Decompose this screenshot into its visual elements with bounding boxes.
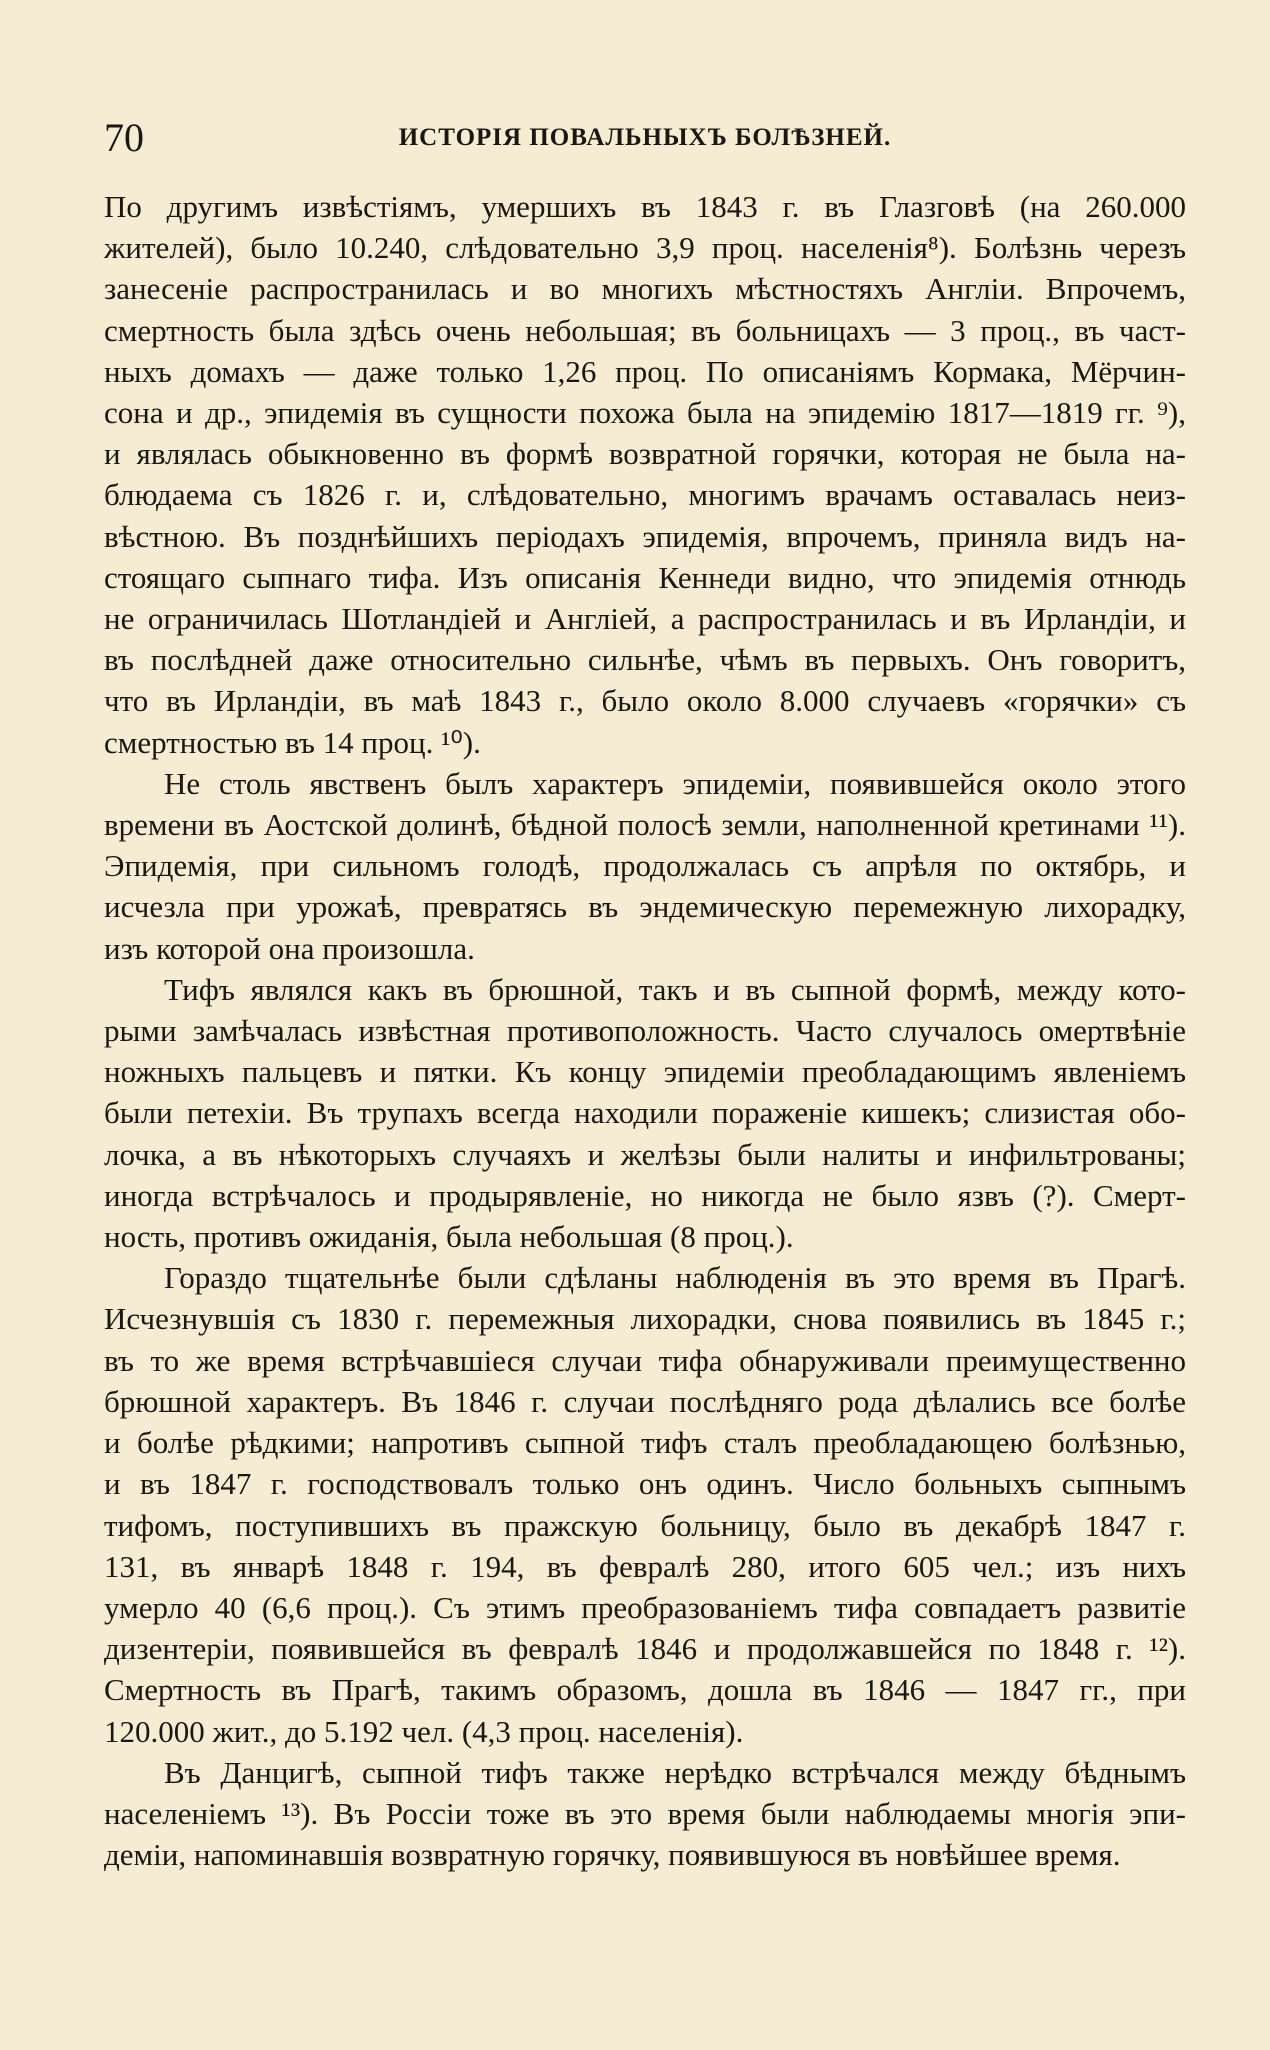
body-text: [104, 186, 1186, 1875]
text-line: въ послѣдней даже относительно сильнѣе, чѣмъ въ первыхъ. Онъ говоритъ,: [104, 642, 1186, 678]
text-line: По другимъ извѣстіямъ, умершихъ въ 1843 г. въ Глазговѣ (на 260.000: [104, 189, 1186, 224]
text-line: Смертность въ Прагѣ, такимъ образомъ, дошла въ 1846 — 1847 гг., при: [104, 1672, 1186, 1708]
text-line: Въ Данцигѣ, сыпной тифъ также нерѣдко встрѣчался между бѣднымъ: [164, 1754, 1186, 1790]
text-line: тифомъ, поступившихъ въ пражскую больницу, было въ декабрѣ 1847 г.: [104, 1507, 1186, 1543]
paragraph-3: [104, 969, 1186, 1257]
text-line: деміи, напоминавшія возвратную горячку, появившуюся въ новѣйшее время.: [104, 1837, 1121, 1873]
text-line: изъ которой она произошла.: [104, 930, 475, 966]
page-number: 70: [104, 115, 144, 160]
running-head: [104, 112, 1186, 164]
text-line: Гораздо тщательнѣе были сдѣланы наблюденія въ это время въ Прагѣ.: [164, 1260, 1186, 1296]
text-line: и въ 1847 г. господствовалъ только онъ одинъ. Число больныхъ сыпнымъ: [104, 1466, 1186, 1502]
text-line: сона и др., эпидемія въ сущности похожа была на эпидемію 1817—1819 гг. ⁹),: [104, 395, 1186, 431]
text-line: и являлась обыкновенно въ формѣ возвратной горячки, которая не была на-: [104, 436, 1186, 472]
text-line: иногда встрѣчалось и продырявленіе, но никогда не было язвъ (?). Смерт-: [104, 1177, 1186, 1213]
text-line: лочка, а въ нѣкоторыхъ случаяхъ и желѣзы были налиты и инфильтрованы;: [104, 1136, 1186, 1172]
running-title: ИСТОРІЯ ПОВАЛЬНЫХЪ БОЛѢЗНЕЙ.: [398, 124, 892, 151]
text-line: Эпидемія, при сильномъ голодѣ, продолжалась съ апрѣля по октябрь, и: [104, 848, 1186, 884]
text-line: Исчезнувшія съ 1830 г. перемежныя лихорадки, снова появились въ 1845 г.;: [104, 1301, 1186, 1337]
text-line: Тифъ являлся какъ въ брюшной, такъ и въ сыпной формѣ, между кото-: [164, 971, 1186, 1007]
text-line: 131, въ январѣ 1848 г. 194, въ февралѣ 280, итого 605 чел.; изъ нихъ: [104, 1548, 1186, 1584]
text-line: ность, противъ ожиданія, была небольшая (8 проц.).: [104, 1219, 794, 1255]
text-line: умерло 40 (6,6 проц.). Съ этимъ преобразованіемъ тифа совпадаетъ развитіе: [104, 1589, 1186, 1625]
text-line: ножныхъ пальцевъ и пятки. Къ концу эпидеміи преобладающимъ явленіемъ: [104, 1054, 1186, 1090]
text-line: въ то же время встрѣчавшіеся случаи тифа обнаруживали преимущественно: [104, 1342, 1186, 1378]
text-line: дизентеріи, появившейся въ февралѣ 1846 и продолжавшейся по 1848 г. ¹²).: [104, 1631, 1186, 1667]
text-line: и болѣе рѣдкими; напротивъ сыпной тифъ сталъ преобладающею болѣзнью,: [104, 1425, 1186, 1461]
text-line: блюдаема съ 1826 г. и, слѣдовательно, многимъ врачамъ оставалась неиз-: [104, 477, 1186, 513]
text-line: населеніемъ ¹³). Въ Россіи тоже въ это время были наблюдаемы многія эпи-: [104, 1795, 1186, 1831]
text-line: вѣстною. Въ позднѣйшихъ періодахъ эпидемія, впрочемъ, приняла видъ на-: [104, 518, 1186, 554]
paragraph-4: [104, 1257, 1186, 1751]
text-line: 120.000 жит., до 5.192 чел. (4,3 проц. населенія).: [104, 1713, 744, 1749]
text-line: брюшной характеръ. Въ 1846 г. случаи послѣдняго рода дѣлались все болѣе: [104, 1383, 1186, 1419]
paragraph-2: [104, 763, 1186, 969]
text-line: ныхъ домахъ — даже только 1,26 проц. По описаніямъ Кормака, Мёрчин-: [104, 353, 1186, 389]
text-line: Не столь явственъ былъ характеръ эпидеміи, появившейся около этого: [164, 765, 1186, 801]
text-line: что въ Ирландіи, въ маѣ 1843 г., было около 8.000 случаевъ «горячки» съ: [104, 683, 1186, 719]
text-line: занесеніе распространилась и во многихъ мѣстностяхъ Англіи. Впрочемъ,: [104, 271, 1186, 307]
paragraph-5: [104, 1752, 1186, 1876]
text-line: времени въ Аостской долинѣ, бѣдной полосѣ земли, наполненной кретинами ¹¹).: [104, 807, 1186, 843]
paragraph-1: [104, 186, 1186, 763]
text-line: стоящаго сыпнаго тифа. Изъ описанія Кеннеди видно, что эпидемія отнюдь: [104, 559, 1186, 595]
text-line: исчезла при урожаѣ, превратясь въ эндемическую перемежную лихорадку,: [104, 889, 1186, 925]
text-line: жителей), было 10.240, слѣдовательно 3,9 проц. населенія⁸). Болѣзнь черезъ: [104, 230, 1186, 266]
text-line: рыми замѣчалась извѣстная противоположность. Часто случалось омертвѣніе: [104, 1013, 1186, 1049]
text-line: смертностью въ 14 проц. ¹⁰).: [104, 724, 481, 760]
text-line: не ограничилась Шотландіей и Англіей, а распространилась и въ Ирландіи, и: [104, 601, 1186, 637]
text-line: были петехіи. Въ трупахъ всегда находили пораженіе кишекъ; слизистая обо-: [104, 1095, 1186, 1131]
text-line: смертность была здѣсь очень небольшая; въ больницахъ — 3 проц., въ част-: [104, 312, 1186, 348]
